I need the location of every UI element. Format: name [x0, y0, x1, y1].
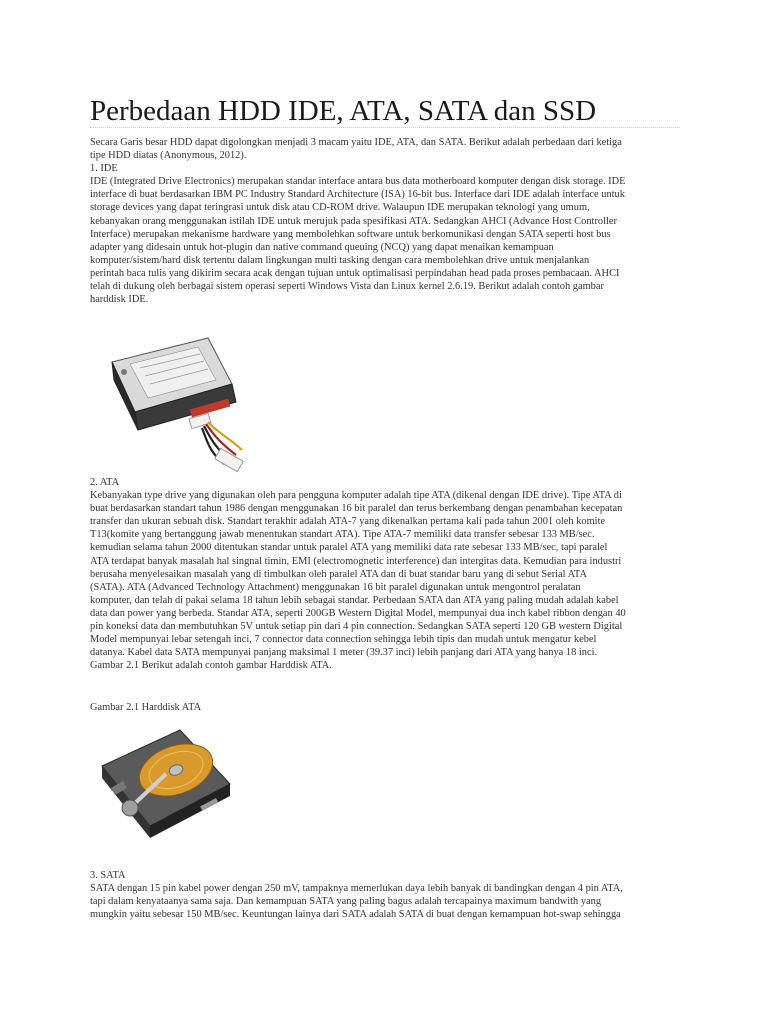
sata-line: tapi dalam kenyataanya sama saja. Dan kemampuan SATA yang paling bagus adalah tercapainya maximum bandwith yang	[90, 896, 602, 908]
intro-line: IDE (Integrated Drive Electronics) merupakan standar interface antara bus data motherboard komputer dengan disk storage. IDE	[90, 176, 626, 188]
intro-line: komputer/sistem/hard disk tertentu dalam lingkungan multi tasking dengan cara membolehkan drive untuk menjalankan	[90, 254, 590, 266]
intro-line: adapter yang didesain untuk hot-plugin dan native command queuing (NCQ) yang dapat menaikan kemampuan	[90, 241, 554, 253]
ata-line: datanya. Kabel data SATA mempunyai panjang maksimal 1 meter (39.37 inci) lebih panjang dari ATA yang hanya 18 inci.	[90, 647, 598, 659]
intro-line: tipe HDD diatas (Anonymous, 2012).	[90, 150, 247, 162]
intro-line: harddisk IDE.	[90, 294, 149, 306]
ata-line: ATA terdapat banyak masalah hal singnal timin, EMI (electromognetic interference) dan intergitas data. Kemudian para industri	[90, 555, 622, 567]
ata-line: 2. ATA	[90, 477, 120, 488]
ata-line: T13(komite yang bertanggung jawab menentukan standart ATA). Tipe ATA-7 memiliki data transfer sebesar 133 MB/sec.	[90, 529, 595, 541]
ata-line: buat berdasarkan standart tahun 1986 dengan menggunakan 16 bit paralel dan terus berkembang dengan penambahan kecepatan	[90, 503, 623, 515]
ata-line: data dan power yang berbeda. Standar ATA, seperti 200GB Western Digital Model, mempunyai dua inch kabel ribbon dengan 40	[90, 607, 626, 619]
ata-harddisk-illustration	[92, 714, 240, 846]
ata-line: Kebanyakan type drive yang digunakan oleh para pengguna komputer adalah tipe ATA (dikenal dengan IDE drive). Tipe ATA di	[90, 490, 622, 502]
intro-line: kebanyakan orang menggunakan istilah IDE untuk merujuk pada spesifikasi ATA. Sedangkan AHCI (Advance Host Controller	[90, 215, 617, 227]
ide-harddisk-photo-icon	[90, 320, 266, 475]
intro-line: telah di dukung oleh berbagai sistem operasi seperti Windows Vista dan Linux kernel 2.6.19. Berikut adalah contoh gambar	[90, 281, 604, 293]
sata-line: SATA dengan 15 pin kabel power dengan 250 mV, tampaknya memerlukan daya lebih banyak di bandingkan dengan 4 pin ATA,	[90, 883, 623, 895]
ata-line: komputer, dan telah di pakai selama 18 tahun lebih sebagai standar. Perbedaan SATA dan ATA yang paling mudah adalah kabel	[90, 594, 619, 606]
intro-line: storage devices yang dapat teringrasi untuk disk atau CD-ROM drive. Walaupun IDE merupakan teknologi yang umum,	[90, 202, 590, 214]
ata-line: transfer dan ukuran sebuah disk. Standart terakhir adalah ATA-7 yang dikenalkan pertama kali pada tahun 2001 oleh komite	[90, 516, 606, 528]
ata-section	[90, 476, 680, 672]
ata-line: pin koneksi data dan membutuhkan 5V untuk setiap pin dari 4 pin connection. Sedangkan SATA seperti 120 GB western Digital	[90, 621, 623, 633]
intro-line: interface di buat berdasarkan IBM PC Industry Standard Architecture (ISA) 16-bit bus. Interface dari IDE adalah interface untuk	[90, 189, 625, 201]
intro-line: Interface) merupakan mekanisme hardware yang membolehkan software untuk berkomunikasi dengan SATA seperti host bus	[90, 228, 611, 240]
ata-line: (SATA). ATA (Advanced Technology Attachment) menggunakan 16 bit paralel digunakan untuk mengontrol peralatan	[90, 581, 581, 593]
sata-line: 3. SATA	[90, 870, 126, 881]
ata-line: Gambar 2.1 Berikut adalah contoh gambar Harddisk ATA.	[90, 660, 332, 672]
title-divider	[90, 127, 680, 128]
intro-line: perintah baca tulis yang dikirim secara acak dengan tujuan untuk optimalisasi perpindahan head pada proses pembacaan. AHCI	[90, 267, 620, 279]
sata-section	[90, 869, 680, 921]
intro-section	[90, 136, 680, 306]
ata-line: kemudian selama tahun 2000 ditentukan standar untuk paralel ATA yang memiliki data rate sebesar 133 MB/sec, tapi paralel	[90, 542, 608, 554]
ide-harddisk-illustration	[90, 320, 266, 475]
intro-line: Secara Garis besar HDD dapat digolongkan menjadi 3 macam yaitu IDE, ATA, dan SATA. Berikut adalah perbedaan dari ketiga	[90, 137, 622, 148]
ata-line: Model mempunyai lebar setengah inci, 7 connector data connection sehingga lebih tipis dan mudah untuk mengatur kebel	[90, 634, 597, 646]
ata-line: berusaha menyelesaikan masalah yang di timbulkan oleh paralel ATA dan di buat standar baru yang di sebut Serial ATA	[90, 568, 587, 580]
page-title: Perbedaan HDD IDE, ATA, SATA dan SSD	[90, 95, 597, 127]
intro-line: 1. IDE	[90, 163, 118, 175]
sata-line: mungkin yaitu sebesar 150 MB/sec. Keuntungan lainya dari SATA adalah SATA di buat dengan kemampuan hot-swap sehingga	[90, 909, 621, 921]
ata-harddisk-photo-icon	[92, 714, 240, 846]
figure-caption: Gambar 2.1 Harddisk ATA	[90, 702, 202, 713]
